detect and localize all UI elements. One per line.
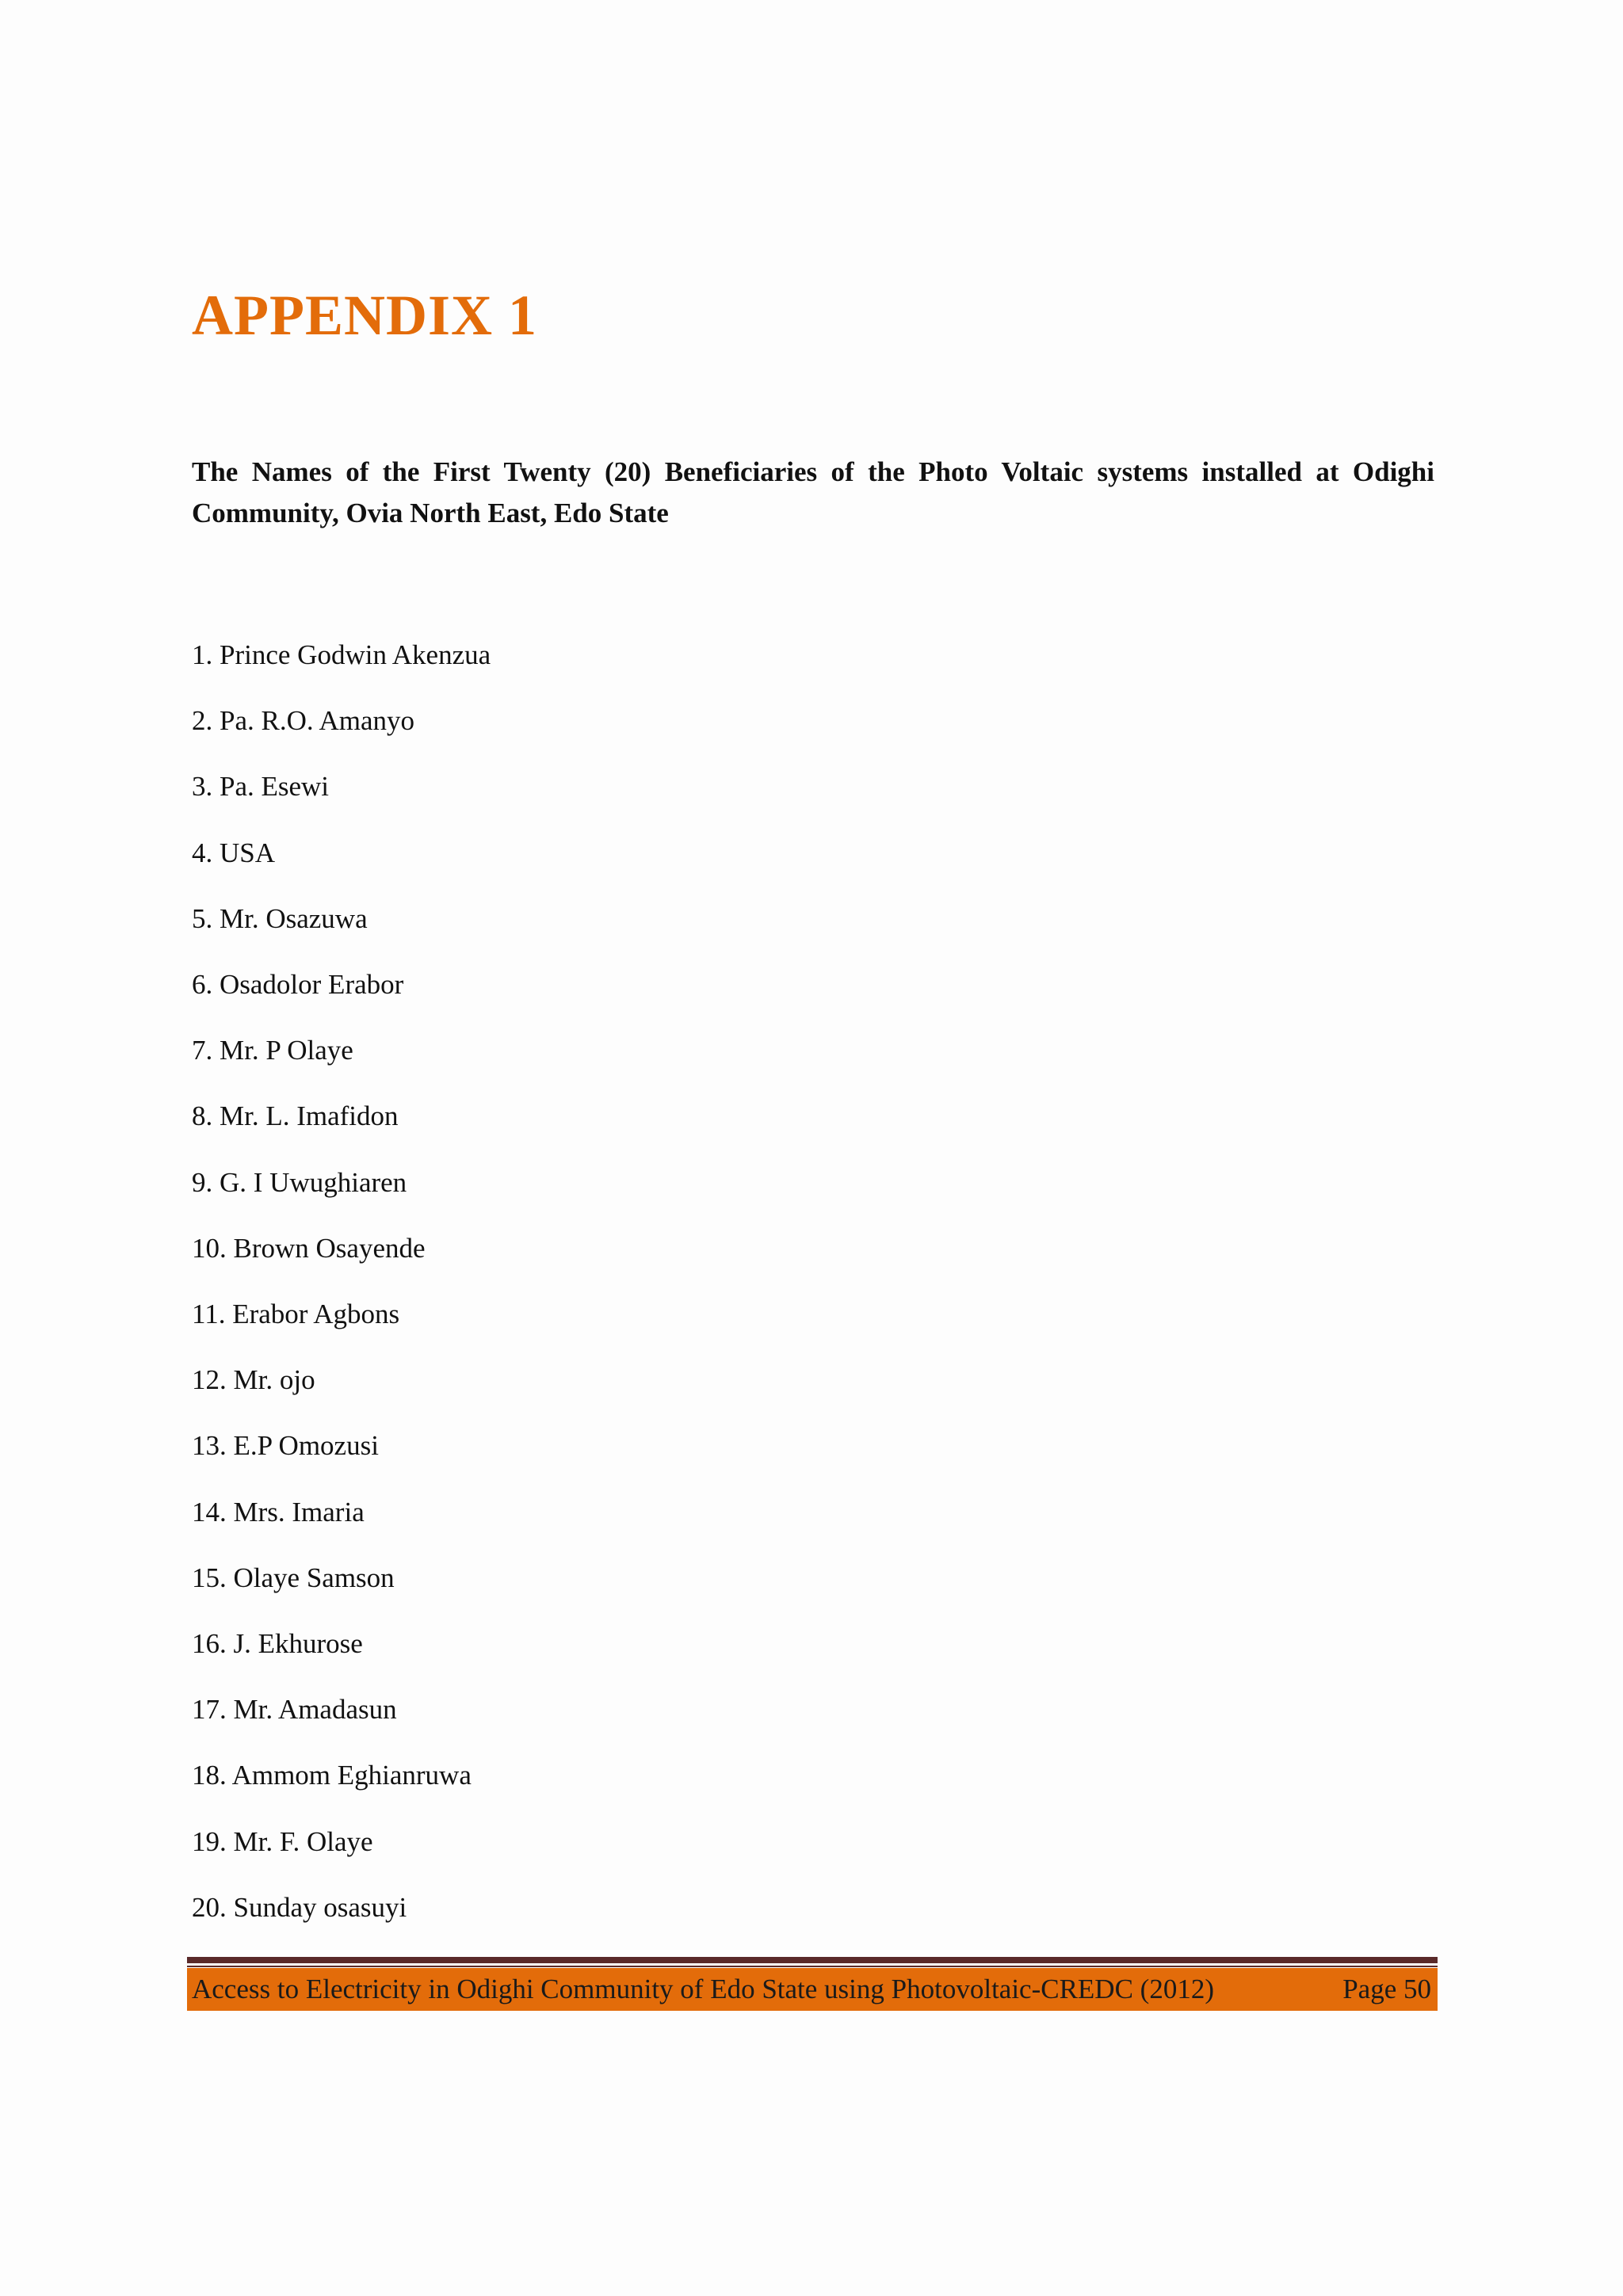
list-item: 6. Osadolor Erabor xyxy=(192,969,404,1001)
list-item: 3. Pa. Esewi xyxy=(192,771,330,803)
list-item: 10. Brown Osayende xyxy=(192,1232,426,1264)
footer-rule-thin xyxy=(187,1966,1438,1967)
page-footer xyxy=(187,1968,1438,2011)
footer-rule xyxy=(187,1957,1438,1963)
list-item: 14. Mrs. Imaria xyxy=(192,1496,365,1527)
list-item: 17. Mr. Amadasun xyxy=(192,1694,397,1726)
list-item: 1. Prince Godwin Akenzua xyxy=(192,639,491,670)
list-item: 2. Pa. R.O. Amanyo xyxy=(192,705,414,737)
list-item: 5. Mr. Osazuwa xyxy=(192,902,368,934)
list-item: 19. Mr. F. Olaye xyxy=(192,1825,373,1857)
list-item: 15. Olaye Samson xyxy=(192,1562,395,1593)
list-item: 4. USA xyxy=(192,837,276,868)
list-item: 9. G. I Uwughiaren xyxy=(192,1166,407,1198)
footer-title: Access to Electricity in Odighi Community of Edo State using Photovoltaic-CREDC (2012) xyxy=(192,1974,1214,2004)
list-item: 11. Erabor Agbons xyxy=(192,1299,400,1330)
intro-paragraph: The Names of the First Twenty (20) Beneficiaries of the Photo Voltaic systems installed at Odighi Community, Ovia North East, Edo State xyxy=(192,456,1434,528)
list-item: 13. E.P Omozusi xyxy=(192,1430,379,1462)
list-item: 18. Ammom Eghianruwa xyxy=(192,1760,472,1791)
list-item: 16. J. Ekhurose xyxy=(192,1628,363,1660)
appendix-heading: APPENDIX 1 xyxy=(192,284,537,347)
page-number: Page 50 xyxy=(1342,1974,1431,2004)
list-item: 7. Mr. P Olaye xyxy=(192,1035,353,1066)
list-item: 20. Sunday osasuyi xyxy=(192,1891,407,1923)
list-item: 12. Mr. ojo xyxy=(192,1364,315,1396)
list-item: 8. Mr. L. Imafidon xyxy=(192,1100,399,1132)
beneficiary-list xyxy=(192,622,491,1940)
